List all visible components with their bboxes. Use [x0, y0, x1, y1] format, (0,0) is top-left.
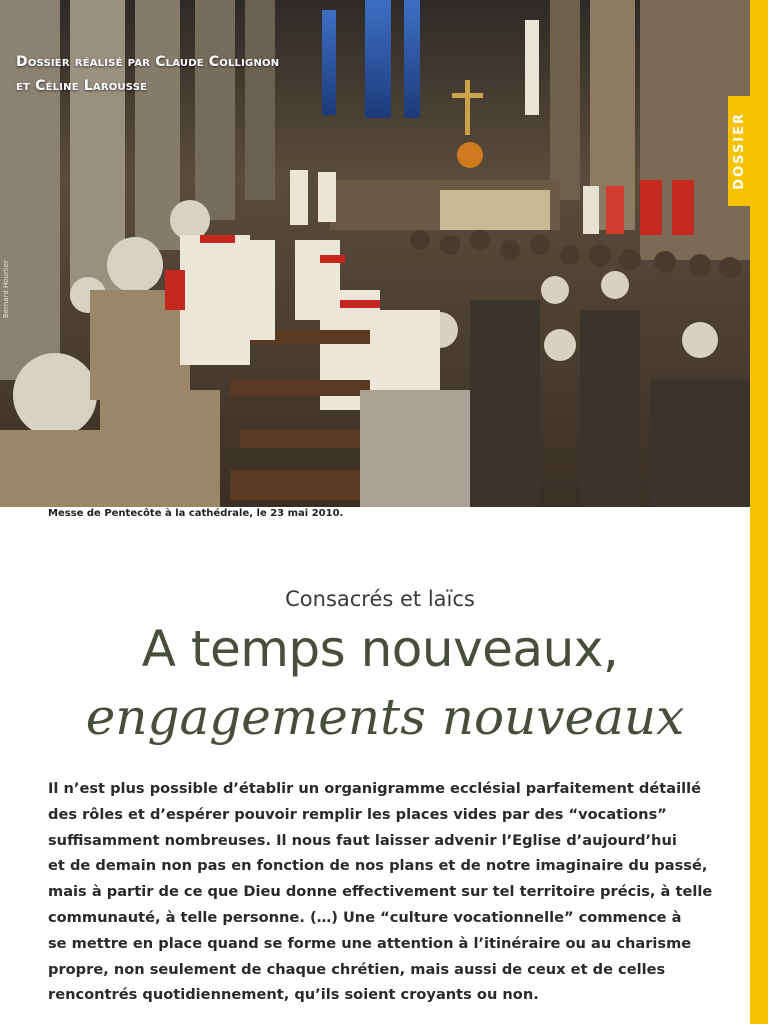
article-title-line-2: engagements nouveaux: [85, 688, 685, 746]
authors-line-2: et Céline Larousse: [16, 78, 148, 94]
lead-line: et de demain non pas en fonction de nos plans et de notre imaginaire du passé,: [48, 857, 708, 875]
lead-line: propre, non seulement de chaque chrétien, mais aussi de ceux et de celles: [48, 960, 666, 978]
dossier-tab-label: DOSSIER: [731, 112, 747, 190]
lead-line: Il n’est plus possible d’établir un organigramme ecclésial parfaitement détaillé: [48, 780, 701, 797]
photo-caption: Messe de Pentecôte à la cathédrale, le 23 mai 2010.: [48, 508, 344, 519]
yellow-side-bar: [750, 0, 768, 1024]
dossier-section-tab: [728, 96, 750, 206]
article-kicker: Consacrés et laïcs: [285, 587, 475, 611]
photo-credit: Bernard Hourlier: [2, 260, 10, 318]
lead-line: rencontrés quotidiennement, qu’ils soient croyants ou non.: [48, 986, 539, 1004]
lead-line: des rôles et d’espérer pouvoir remplir les places vides par des “vocations”: [48, 805, 667, 823]
lead-line: se mettre en place quand se forme une attention à l’itinéraire ou au charisme: [48, 934, 692, 952]
cathedral-photo: [0, 0, 750, 507]
lead-line: suffisamment nombreuses. Il nous faut laisser advenir l’Eglise d’aujourd’hui: [48, 831, 677, 849]
article-lead-paragraph: [48, 776, 713, 1008]
authors-line-1: Dossier réalisé par Claude Collignon: [16, 54, 280, 70]
lead-line: mais à partir de ce que Dieu donne effectivement sur tel territoire précis, à telle: [48, 883, 713, 901]
lead-line: communauté, à telle personne. (…) Une “culture vocationnelle” commence à: [48, 908, 682, 926]
dossier-authors: [16, 50, 336, 98]
article-title-line-1: A temps nouveaux,: [141, 620, 619, 678]
